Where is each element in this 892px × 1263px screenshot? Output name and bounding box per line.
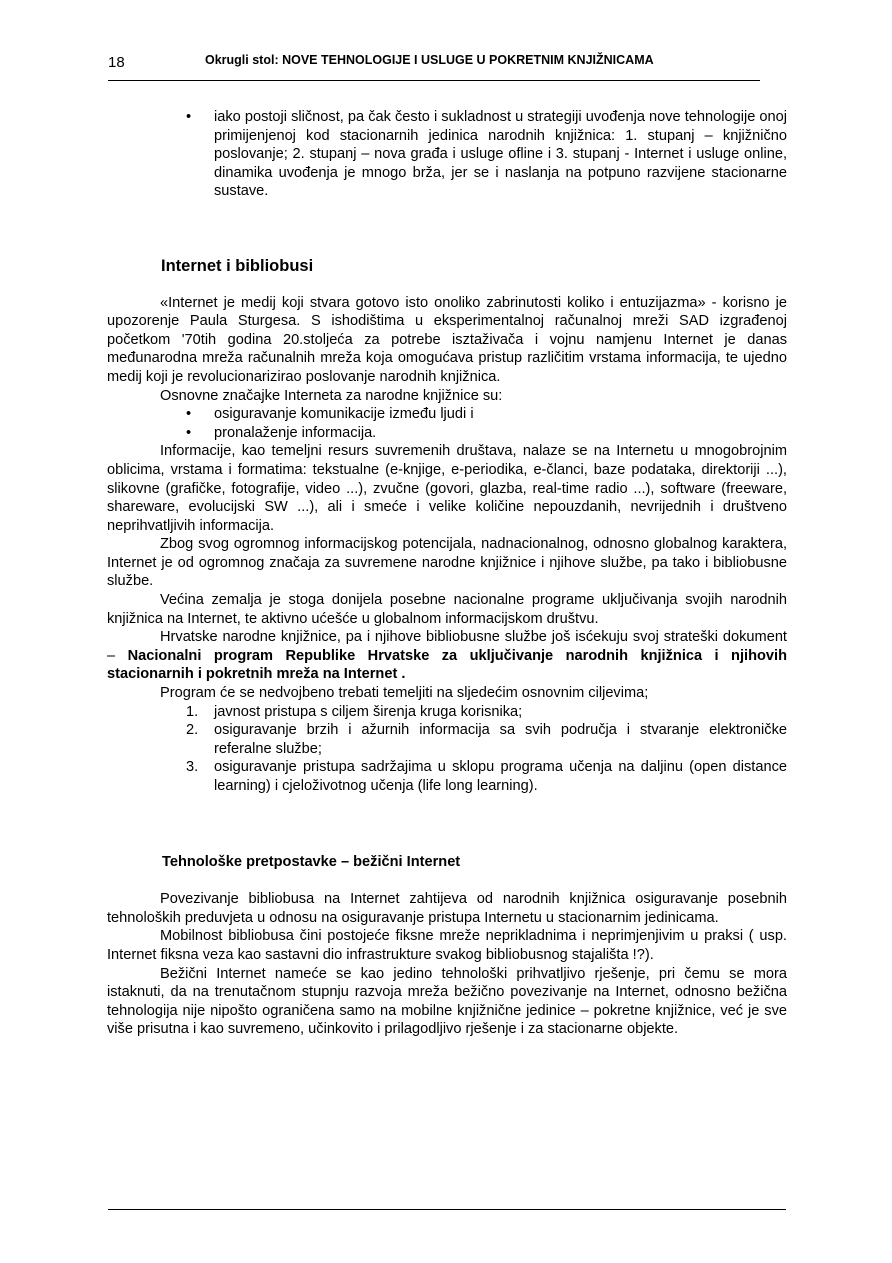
paragraph: Osnovne značajke Interneta za narodne knjižnice su: [160,387,503,404]
footer-rule [108,1209,786,1210]
paragraph: «Internet je medij koji stvara gotovo isto onoliko zabrinutosti koliko i entuzijazma» - korisno je upozorenje Paula Sturgesa. S ishodištima u eksperimentalnoj računalnoj mreži SAD izgrađenoj početkom '70tih godina 20.stoljeća za potrebe isztaživača i vojnu namjenu Internet je danas međunarodna mreža računalnih mreža koja omogućava pristup različitim vrstama informacija, te ujedno medij koji je revolucionarizirao poslovanje narodnih knjižnica. [107,294,787,385]
list-number: 2. [186,722,199,739]
list-item [107,405,787,424]
intro-bullet-list [107,108,787,201]
running-header: Okrugli stol: NOVE TEHNOLOGIJE I USLUGE U POKRETNIM KNJIŽNICAMA [205,53,654,67]
bullet-icon: • [186,109,192,125]
list-item-text: javnost pristupa s ciljem širenja kruga korisnika; [214,703,523,720]
list-item-text: iako postoji sličnost, pa čak često i sukladnost u strategiji uvođenja nove tehnologije onoj primijenjenoj kod stacionarnih jedinica narodnih knjižnica: 1. stupanj – knjižnično poslovanje; 2. stupanj – nova građa i usluge ofline i 3. stupanj - Internet i usluge online, dinamika uvođenja je mnogo brža, jer se i naslanja na potpuno razvijene stacionarne sustave. [214,109,787,200]
list-item [107,721,787,758]
paragraph: Bežični Internet nameće se kao jedino tehnološki prihvatljivo rješenje, pri čemu se mora istaknuti, da na trenutačnom stupnju razvoja mreža bežično povezivanje na Internet, odnosno bežična tehnologija nije nipošto ograničena samo na mobilne knjižnične jedinice – pokretne knjižnice, već je sve više prisutna i kao suvremeno, učinkovito i prilagodljivo rješenje i za stacionarne objekte. [107,965,787,1038]
list-item-text: osiguravanje komunikacije između ljudi i [214,406,474,423]
page-number: 18 [108,54,125,71]
paragraph: Većina zemalja je stoga donijela posebne nacionalne programe uključivanja svojih narodnih knjižnica na Internet, te aktivno ućešće u globalnom informacijskom društvu. [107,592,787,627]
bold-program-title: Nacionalni program Republike Hrvatske za uključivanje narodnih knjižnica i njihovih stacionarnih i pokretnih mreža na Internet . [107,647,788,683]
goals-list [107,703,787,796]
header-rule [108,80,760,81]
list-item [107,758,787,795]
list-item-text: osiguravanje brzih i ažurnih informacija sa svih područja i stvaranje elektroničke referalne službe; [214,722,787,757]
paragraph: Program će se nedvojbeno trebati temeljiti na sljedećim osnovnim ciljevima; [160,685,649,702]
paragraph: Povezivanje bibliobusa na Internet zahtijeva od narodnih knjižnica osiguravanje posebnih tehnoloških preduvjeta u odnosu na osiguravanje pristupa Internetu u stacionarnim jedinicama. [107,891,787,926]
bullet-icon: • [186,406,192,423]
paragraph: Zbog svog ogromnog informacijskog potencijala, nadnacionalnog, odnosno globalnog karaktera, Internet je od ogromnog značaja za suvremene narodne knjižnice i njihove službe, pa tako i bibliobusne službe. [107,536,787,590]
list-item-text: osiguravanje pristupa sadržajima u sklopu programa učenja na daljinu (open distance learning) i cjeloživotnog učenja (life long learning). [214,759,787,794]
list-item [107,108,787,201]
paragraph: Informacije, kao temeljni resurs suvremenih društava, nalaze se na Internetu u mnogobrojnim oblicima, vrstama i formatima: tekstualne (e-knjige, e-periodika, e-članci, baze podataka, direktoriji ...), slikovne (grafičke, fotografije, video ...), zvučne (govori, glazba, real-time radio ...), software (freeware, shareware, evolucijski SW ...), ali i smeće i velike količine nepouzdanih, nevrijednih i društveno neprihvatljivih informacija. [107,443,787,534]
list-number: 3. [186,759,199,776]
features-list [107,405,787,442]
paragraph: Mobilnost bibliobusa čini postojeće fiksne mreže neprikladnima i neprimjenjivim u praksi ( usp. Internet fiksna veza kao sastavni dio infrastrukture svakog bibliobusnog stajališta !?). [107,928,787,963]
bullet-icon: • [186,424,192,441]
section-heading-bezicni-internet: Tehnološke pretpostavke – bežični Internet [162,853,461,870]
section-heading-internet-bibliobusi: Internet i bibliobusi [161,256,314,275]
paragraph-text: Hrvatske narodne knjižnice, pa i njihove bibliobusne službe još isćekuju svoj strateški dokument – [107,629,787,664]
list-item [107,424,787,443]
page-content [107,108,787,1039]
list-item [107,703,787,722]
paragraph [107,628,787,684]
list-item-text: pronalaženje informacija. [214,424,377,441]
list-number: 1. [186,703,199,720]
